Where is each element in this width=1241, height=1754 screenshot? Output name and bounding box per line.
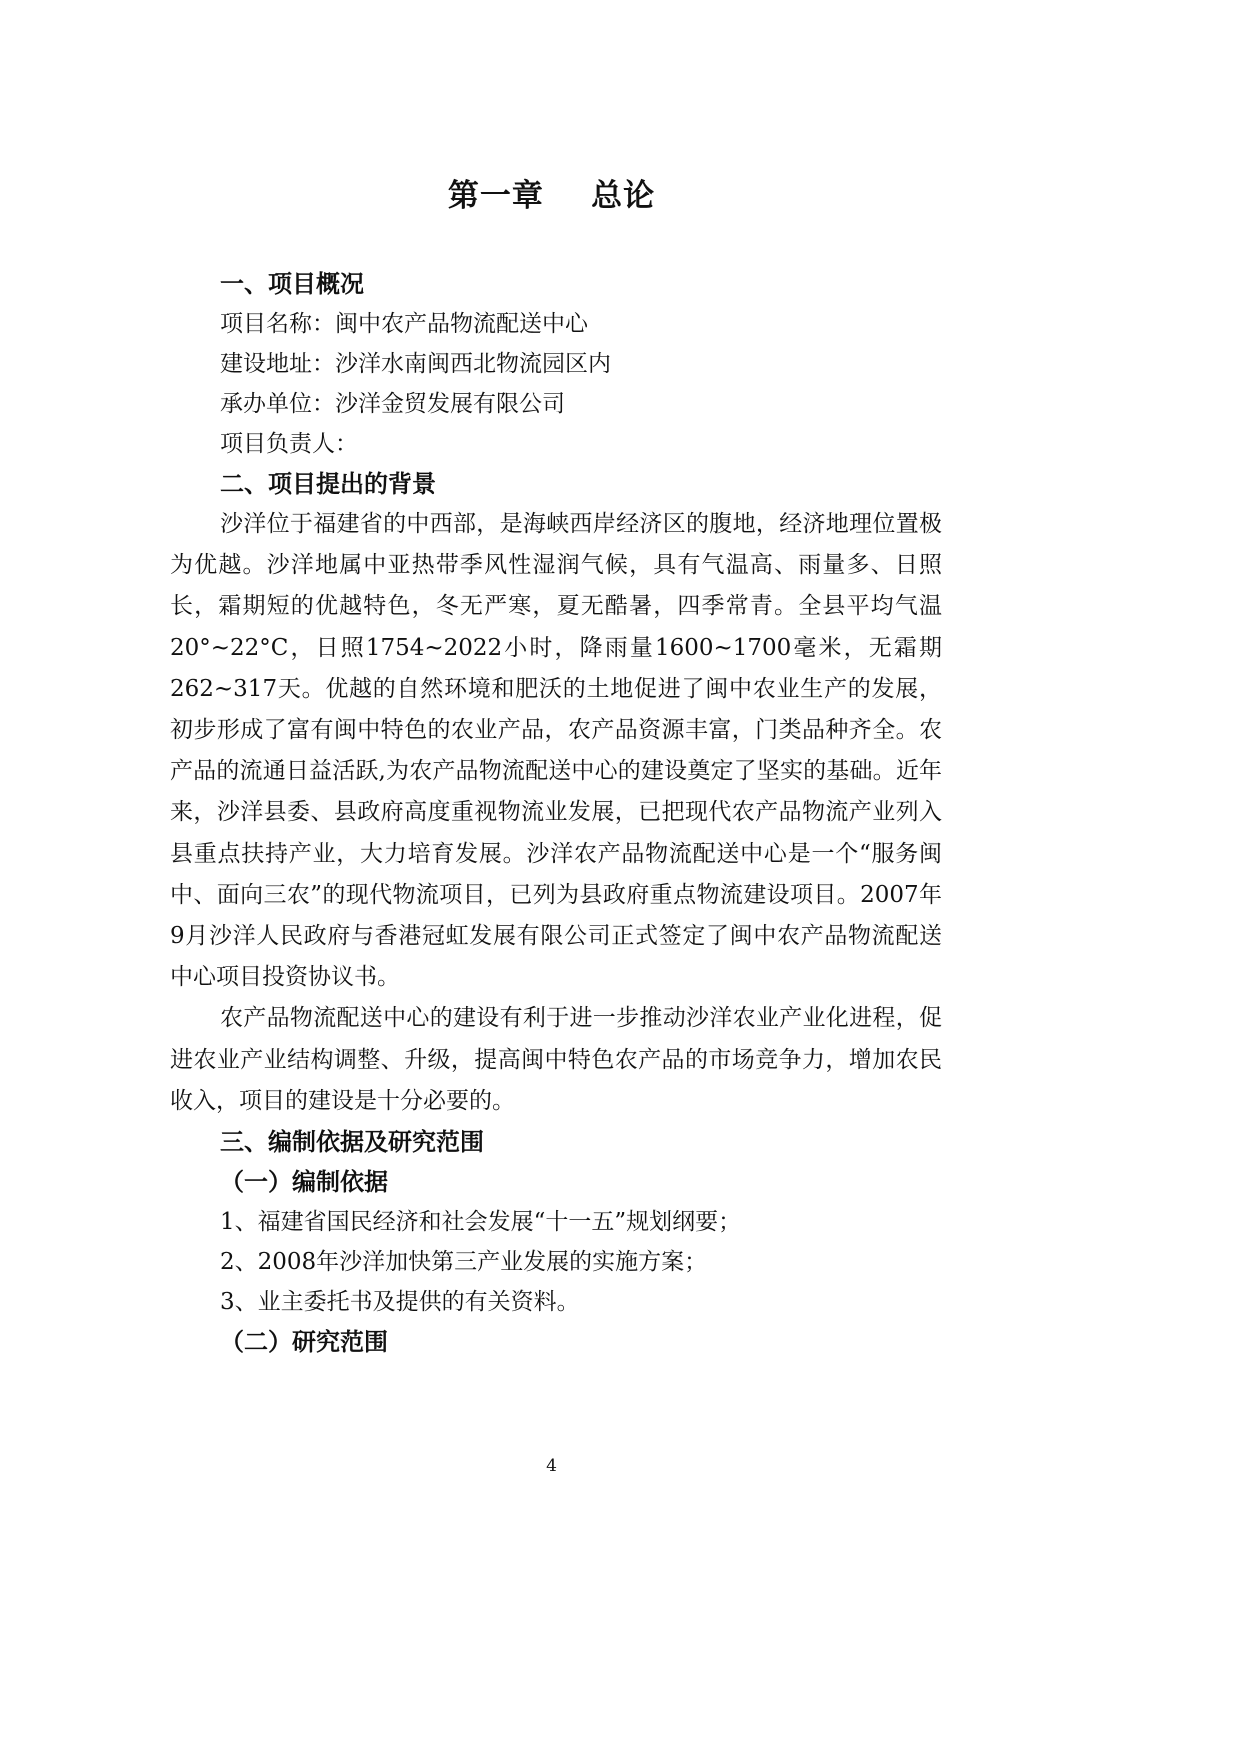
project-name-line: 项目名称：闽中农产品物流配送中心 (220, 311, 588, 337)
basis-item-3: 3、业主委托书及提供的有关资料。 (220, 1289, 580, 1316)
basis-item-1: 1、福建省国民经济和社会发展“十一五”规划纲要； (220, 1209, 742, 1236)
background-paragraph-1: 沙洋位于福建省的中西部，是海峡西岸经济区的腹地，经济地理位置极为优越。沙洋地属中亚热带季风性湿润气候，具有气温高、雨量多、日照长，霜期短的优越特色，冬无严寒，夏无酷暑，四季常青。全县平均气温20°~22°C，日照1754~2022小时，降雨量1600~1700毫米，无霜期262~317天。优越的自然环境和肥沃的土地促进了闽中农业生产的发展，初步形成了富有闽中特色的农业产品，农产品资源丰富，门类品种齐全。农产品的流通日益活跃,为农产品物流配送中心的建设奠定了坚实的基础。近年来，沙洋县委、县政府高度重视物流业发展，已把现代农产品物流产业列入县重点扶持产业，大力培育发展。沙洋农产品物流配送中心是一个“服务闽中、面向三农”的现代物流项目，已列为县政府重点物流建设项目。2007年9月沙洋人民政府与香港冠虹发展有限公司正式签定了闽中农产品物流配送中心项目投资协议书。 (170, 511, 942, 991)
project-leader-line: 项目负责人： (220, 431, 358, 457)
background-paragraph-2: 农产品物流配送中心的建设有利于进一步推动沙洋农业产业化进程，促进农业产业结构调整、升级，提高闽中特色农产品的市场竞争力，增加农民收入，项目的建设是十分必要的。 (170, 1005, 942, 1114)
subsection-heading-basis: （一）编制依据 (220, 1168, 388, 1197)
subsection-heading-scope: （二）研究范围 (220, 1328, 388, 1357)
section-heading-basis-scope: 三、编制依据及研究范围 (220, 1128, 484, 1157)
page-number: 4 (546, 1456, 557, 1476)
construction-site-line: 建设地址：沙洋水南闽西北物流园区内 (220, 351, 611, 377)
organizer-line: 承办单位：沙洋金贸发展有限公司 (220, 391, 565, 417)
basis-item-2: 2、2008年沙洋加快第三产业发展的实施方案； (220, 1249, 708, 1276)
chapter-title: 第一章 总论 (447, 178, 656, 214)
document-body (170, 264, 942, 1362)
section-heading-project-overview: 一、项目概况 (220, 270, 364, 298)
section-heading-background: 二、项目提出的背景 (220, 470, 436, 498)
